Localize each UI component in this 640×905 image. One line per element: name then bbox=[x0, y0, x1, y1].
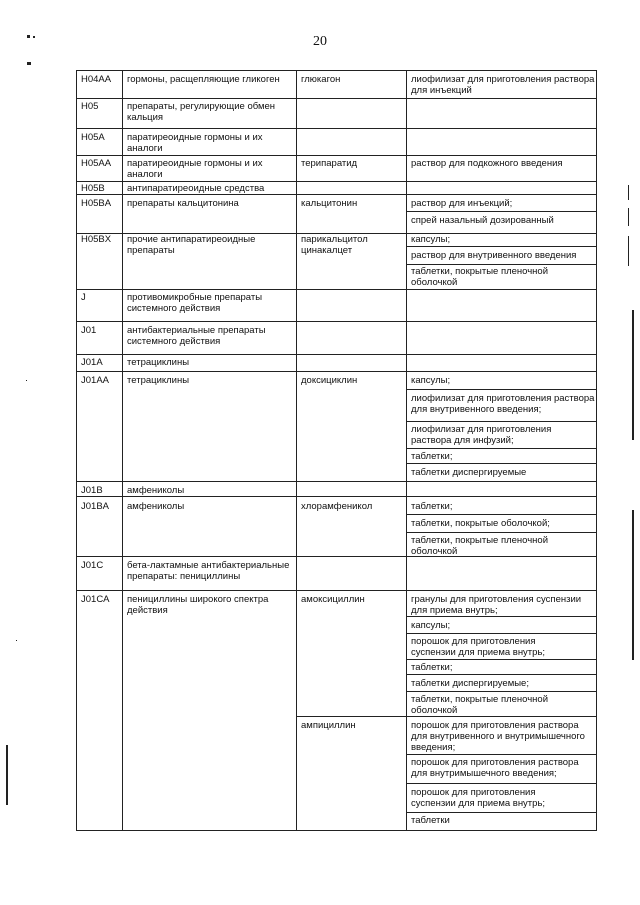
dosage-form: таблетки; bbox=[411, 501, 453, 512]
dosage-form: таблетки bbox=[411, 815, 450, 826]
row-divider bbox=[77, 371, 596, 372]
form-divider bbox=[406, 754, 596, 755]
row-divider bbox=[77, 181, 596, 182]
scan-mark bbox=[628, 185, 629, 200]
scan-mark bbox=[632, 310, 634, 440]
form-divider bbox=[406, 389, 596, 390]
row-divider bbox=[77, 481, 596, 482]
atc-code: H05BA bbox=[81, 198, 112, 209]
dosage-form: капсулы; bbox=[411, 375, 451, 386]
drug-group: препараты, регулирующие обмен кальция bbox=[127, 101, 276, 123]
row-divider bbox=[77, 98, 596, 99]
dosage-form: капсулы; bbox=[411, 620, 451, 631]
atc-code: J01CA bbox=[81, 594, 110, 605]
dosage-form: таблетки; bbox=[411, 451, 453, 462]
atc-code: J01AA bbox=[81, 375, 109, 386]
dosage-form: таблетки, покрытые пленочной оболочкой bbox=[411, 266, 549, 288]
form-divider bbox=[406, 616, 596, 617]
row-divider bbox=[77, 354, 596, 355]
form-divider bbox=[406, 448, 596, 449]
dosage-form: лиофилизат для приготовления раствора для внутривенного введения; bbox=[411, 393, 595, 415]
dosage-form: таблетки диспергируемые; bbox=[411, 678, 529, 689]
drug-name: хлорамфеникол bbox=[301, 501, 373, 512]
form-divider bbox=[406, 421, 596, 422]
drug-name: терипаратид bbox=[301, 158, 358, 169]
dosage-form: порошок для приготовления раствора для внутривенного и внутримышечного введения; bbox=[411, 720, 585, 753]
drug-name: глюкагон bbox=[301, 74, 341, 85]
atc-code: H05A bbox=[81, 132, 105, 143]
drug-group: антибактериальные препараты системного действия bbox=[127, 325, 266, 347]
form-divider bbox=[406, 783, 596, 784]
atc-code: H05 bbox=[81, 101, 99, 112]
atc-code: J01A bbox=[81, 357, 103, 368]
column-divider bbox=[122, 71, 123, 830]
scan-mark bbox=[27, 35, 30, 38]
atc-code: J01BA bbox=[81, 501, 109, 512]
drug-group: тетрациклины bbox=[127, 375, 190, 386]
scan-mark bbox=[16, 640, 17, 641]
atc-code: H05BX bbox=[81, 234, 112, 245]
drug-name: амоксициллин bbox=[301, 594, 365, 605]
form-divider bbox=[406, 264, 596, 265]
form-divider bbox=[406, 691, 596, 692]
drug-name: ампициллин bbox=[301, 720, 356, 731]
form-divider bbox=[406, 674, 596, 675]
dosage-form: раствор для подкожного введения bbox=[411, 158, 563, 169]
atc-code: H05AA bbox=[81, 158, 112, 169]
row-divider bbox=[77, 194, 596, 195]
row-divider bbox=[77, 289, 596, 290]
dosage-form: порошок для приготовления суспензии для приема внутрь; bbox=[411, 787, 546, 809]
drug-group: противомикробные препараты системного действия bbox=[127, 292, 263, 314]
scan-mark bbox=[628, 208, 629, 226]
dosage-form: раствор для внутривенного введения bbox=[411, 250, 577, 261]
scan-mark bbox=[27, 62, 31, 65]
dosage-form: порошок для приготовления суспензии для приема внутрь; bbox=[411, 636, 546, 658]
form-divider bbox=[406, 532, 596, 533]
scan-mark bbox=[6, 745, 8, 805]
drug-group: амфениколы bbox=[127, 501, 185, 512]
form-divider bbox=[406, 659, 596, 660]
drug-group: гормоны, расщепляющие гликоген bbox=[127, 74, 280, 85]
drug-name: кальцитонин bbox=[301, 198, 358, 209]
scan-mark bbox=[33, 36, 35, 38]
form-divider bbox=[406, 812, 596, 813]
form-divider bbox=[406, 246, 596, 247]
drug-group: прочие антипаратиреоидные препараты bbox=[127, 234, 256, 256]
dosage-form: таблетки, покрытые пленочной оболочкой bbox=[411, 694, 549, 716]
row-divider bbox=[77, 321, 596, 322]
drug-group: тетрациклины bbox=[127, 357, 190, 368]
atc-code: H04AA bbox=[81, 74, 112, 85]
row-divider bbox=[77, 128, 596, 129]
dosage-form: лиофилизат для приготовления раствора для инъекций bbox=[411, 74, 595, 96]
form-divider bbox=[406, 463, 596, 464]
atc-code: H05B bbox=[81, 183, 105, 194]
drug-group: препараты кальцитонина bbox=[127, 198, 239, 209]
form-divider bbox=[296, 716, 596, 717]
scan-mark bbox=[26, 380, 27, 381]
dosage-form: гранулы для приготовления суспензии для приема внутрь; bbox=[411, 594, 582, 616]
drug-group: амфениколы bbox=[127, 485, 185, 496]
dosage-form: таблетки, покрытые пленочной оболочкой bbox=[411, 535, 549, 557]
page-number: 20 bbox=[313, 34, 327, 49]
row-divider bbox=[77, 496, 596, 497]
atc-code: J01B bbox=[81, 485, 103, 496]
scan-mark bbox=[632, 510, 634, 660]
row-divider bbox=[77, 590, 596, 591]
dosage-form: таблетки диспергируемые bbox=[411, 467, 527, 478]
atc-code: J bbox=[81, 292, 86, 303]
scan-mark bbox=[628, 236, 629, 266]
form-divider bbox=[406, 514, 596, 515]
dosage-form: таблетки; bbox=[411, 662, 453, 673]
drug-group: паратиреоидные гормоны и их аналоги bbox=[127, 158, 263, 180]
form-divider bbox=[406, 633, 596, 634]
dosage-form: раствор для инъекций; bbox=[411, 198, 513, 209]
atc-code: J01C bbox=[81, 560, 104, 571]
dosage-form: лиофилизат для приготовления раствора для инфузий; bbox=[411, 424, 552, 446]
dosage-form: капсулы; bbox=[411, 234, 451, 245]
drug-group: антипаратиреоидные средства bbox=[127, 183, 265, 194]
atc-code: J01 bbox=[81, 325, 97, 336]
drug-table bbox=[76, 70, 597, 831]
drug-group: пенициллины широкого спектра действия bbox=[127, 594, 269, 616]
row-divider bbox=[77, 155, 596, 156]
drug-name: парикальцитол цинакалцет bbox=[301, 234, 368, 256]
form-divider bbox=[406, 211, 596, 212]
drug-group: паратиреоидные гормоны и их аналоги bbox=[127, 132, 263, 154]
dosage-form: таблетки, покрытые оболочкой; bbox=[411, 518, 550, 529]
dosage-form: порошок для приготовления раствора для внутримышечного введения; bbox=[411, 757, 579, 779]
drug-name: доксициклин bbox=[301, 375, 358, 386]
dosage-form: спрей назальный дозированный bbox=[411, 215, 554, 226]
drug-group: бета-лактамные антибактериальные препараты: пенициллины bbox=[127, 560, 290, 582]
